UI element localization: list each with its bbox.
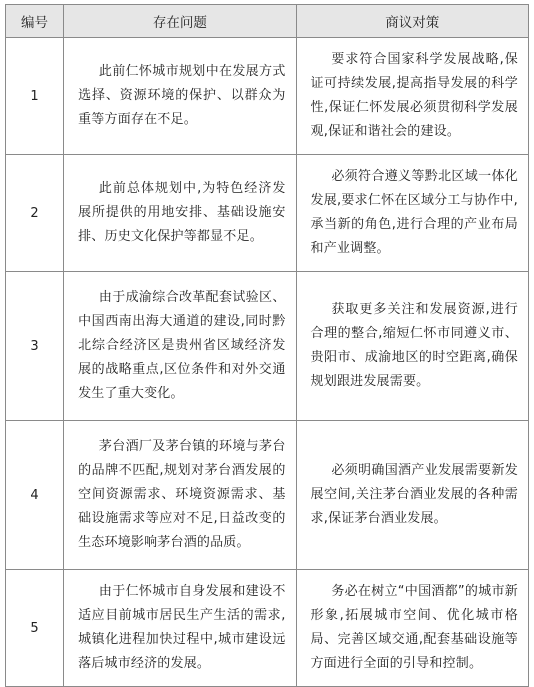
row-number: 2 [6, 155, 64, 272]
table-row [6, 38, 529, 155]
row-number: 4 [6, 421, 64, 570]
measure-cell: 必须符合遵义等黔北区域一体化发展,要求仁怀在区域分工与协作中,承当新的角色,进行合理的产业布局和产业调整。 [296, 155, 528, 272]
header-issue: 存在问题 [64, 5, 296, 38]
issue-cell: 此前总体规划中,为特色经济发展所提供的用地安排、基础设施安排、历史文化保护等都显不足。 [64, 155, 296, 272]
measure-cell: 必须明确国酒产业发展需要新发展空间,关注茅台酒业发展的各种需求,保证茅台酒业发展。 [296, 421, 528, 570]
issue-cell: 由于仁怀城市自身发展和建设不适应目前城市居民生产生活的需求,城镇化进程加快过程中,城市建设远落后城市经济的发展。 [64, 570, 296, 687]
measure-cell: 获取更多关注和发展资源,进行合理的整合,缩短仁怀市同遵义市、贵阳市、成渝地区的时空距离,确保规划跟进发展需要。 [296, 272, 528, 421]
header-measure: 商议对策 [296, 5, 528, 38]
row-number: 3 [6, 272, 64, 421]
row-number: 1 [6, 38, 64, 155]
table-row [6, 421, 529, 570]
row-number: 5 [6, 570, 64, 687]
issue-cell: 茅台酒厂及茅台镇的环境与茅台的品牌不匹配,规划对茅台酒发展的空间资源需求、环境资源需求、基础设施需求等应对不足,日益改变的生态环境影响茅台酒的品质。 [64, 421, 296, 570]
table-row [6, 272, 529, 421]
measure-cell: 务必在树立“中国酒都”的城市新形象,拓展城市空间、优化城市格局、完善区域交通,配套基础设施等方面进行全面的引导和控制。 [296, 570, 528, 687]
header-row [6, 5, 529, 38]
table-body [6, 38, 529, 687]
table-header [6, 5, 529, 38]
issue-cell: 由于成渝综合改革配套试验区、中国西南出海大通道的建设,同时黔北综合经济区是贵州省区域经济发展的战略重点,区位条件和对外交通发生了重大变化。 [64, 272, 296, 421]
table-row [6, 570, 529, 687]
issues-measures-table [5, 4, 529, 687]
issue-cell: 此前仁怀城市规划中在发展方式选择、资源环境的保护、以群众为重等方面存在不足。 [64, 38, 296, 155]
header-no: 编号 [6, 5, 64, 38]
table-row [6, 155, 529, 272]
measure-cell: 要求符合国家科学发展战略,保证可持续发展,提高指导发展的科学性,保证仁怀发展必须贯彻科学发展观,保证和谐社会的建设。 [296, 38, 528, 155]
